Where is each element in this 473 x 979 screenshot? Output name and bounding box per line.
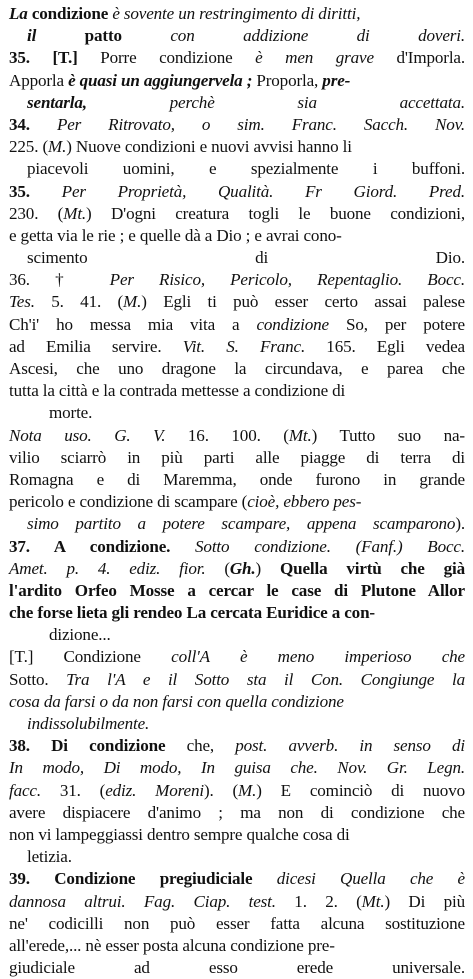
text-run: 1. 2. ( <box>294 891 362 911</box>
text-run: scimento di Dio. <box>27 248 465 268</box>
text-line <box>9 913 465 935</box>
text-line <box>9 846 465 868</box>
text-run: Mt. <box>361 891 385 911</box>
text-line <box>9 735 465 757</box>
text-run: Tes. <box>9 292 52 312</box>
text-run: l'ardito Orfeo Mosse a cercar le case di Plutone Allor <box>9 580 465 600</box>
text-line <box>9 70 465 92</box>
text-run: In modo, Di modo, In guisa che. Nov. Gr. Legn. <box>9 758 465 778</box>
text-run: cioè, ebbero pes- <box>247 492 362 512</box>
text-run: 31. ( <box>59 780 106 800</box>
text-run: d'Imporla. <box>396 48 465 68</box>
text-run: Sotto. <box>9 669 67 689</box>
text-line <box>9 780 465 802</box>
text-line <box>9 868 465 890</box>
text-run: 36. † <box>9 270 110 290</box>
text-run: 34. <box>9 114 57 134</box>
text-run: ) <box>255 558 280 578</box>
text-run: pericolo e condizione di scampare ( <box>9 492 248 512</box>
text-line <box>9 269 465 291</box>
text-run: ( <box>224 558 230 578</box>
text-line <box>9 247 465 269</box>
text-run: post. avverb. in senso di <box>235 736 465 756</box>
text-run: ) Di più <box>384 891 465 911</box>
text-run: Nota uso. G. V. <box>9 425 188 445</box>
text-line <box>9 425 465 447</box>
text-run: [T.] <box>9 647 64 667</box>
text-run: Porre condizione <box>100 48 256 68</box>
text-line <box>9 491 465 513</box>
text-run: Amet. p. 4. ediz. fior. <box>9 558 225 578</box>
text-line <box>9 891 465 913</box>
text-line <box>9 536 465 558</box>
text-line <box>9 669 465 691</box>
text-line <box>9 935 465 957</box>
text-run: 37. A condizione. <box>9 536 196 556</box>
text-run: morte. <box>49 403 93 423</box>
text-line <box>9 158 465 180</box>
text-run: dannosa altrui. Fag. Ciap. test. <box>9 891 295 911</box>
text-run: coll'A è meno imperioso che <box>171 647 465 667</box>
text-run: Mt. <box>288 425 312 445</box>
text-run: è sovente un restringimento di diritti, <box>112 4 361 23</box>
text-run: condizione <box>256 314 346 334</box>
text-run: avere dispiacere d'animo ; ma non di condizione che <box>9 802 465 822</box>
text-run: ) Egli ti può esser certo assai palese <box>141 292 465 312</box>
text-line <box>9 513 465 535</box>
text-line <box>9 757 465 779</box>
text-run: ). <box>455 514 465 534</box>
text-line <box>9 358 465 380</box>
text-run: So, per potere <box>345 314 465 334</box>
text-run: dicesi Quella che è <box>276 869 465 889</box>
text-line <box>9 447 465 469</box>
text-run: 38. Di condizione <box>9 736 187 756</box>
text-run: 16. 100. ( <box>187 425 289 445</box>
text-line <box>9 114 465 136</box>
text-line <box>9 291 465 313</box>
text-run: perchè sia accettata. <box>169 92 466 112</box>
text-line <box>9 203 465 225</box>
text-run: 225. ( <box>9 137 48 157</box>
text-run: non vi lampeggiassi dentro sempre qualche cosa di <box>9 824 350 844</box>
text-line <box>9 580 465 602</box>
text-run: ediz. Moreni <box>105 780 204 800</box>
text-run: è men grave <box>255 48 397 68</box>
text-run: 35. [T.] <box>9 48 101 68</box>
text-run: pre- <box>322 70 351 90</box>
text-line <box>9 558 465 580</box>
text-run: che forse lieta gli rendeo La cercata Euridice a con- <box>9 603 375 623</box>
text-run: che, <box>186 736 236 756</box>
text-run: Per Ritrovato, o sim. Franc. Sacch. Nov. <box>56 114 465 134</box>
text-run: letizia. <box>27 847 72 867</box>
text-line <box>9 469 465 491</box>
text-run: e getta via le rie ; e quelle dà a Dio ; e avrai cono- <box>9 225 342 245</box>
text-line <box>9 225 465 247</box>
text-run: 5. 41. ( <box>51 292 124 312</box>
text-run: ) D'ogni creatura togli le buone condizioni, <box>86 203 465 223</box>
text-run: Romagna e di Maremma, onde furono in grande <box>9 469 465 489</box>
text-run: Condizione <box>63 647 172 667</box>
text-run: 39. Condizione pregiudiciale <box>9 869 277 889</box>
text-run: Per Risico, Pericolo, Repentaglio. Bocc. <box>109 270 465 290</box>
text-run: ) Nuove condizioni e nuovi avvisi hanno li <box>66 137 352 157</box>
text-run: Apporla <box>9 70 69 90</box>
text-run: Ch'i' ho messa mia vita a <box>9 314 257 334</box>
text-run: ) E cominciò di nuovo <box>256 780 465 800</box>
text-line <box>9 314 465 336</box>
text-run: Gh. <box>229 558 256 578</box>
text-run: Proporla, <box>256 70 323 90</box>
text-run: cosa da farsi o da non farsi con quella condizione <box>9 691 344 711</box>
text-run: Per Proprietà, Qualità. Fr Giord. Pred. <box>61 181 465 201</box>
text-run: il <box>27 26 37 46</box>
text-run: all'erede,... nè esser posta alcuna condizione pre- <box>9 935 335 955</box>
text-run: M. <box>123 292 142 312</box>
text-line <box>9 25 465 47</box>
dictionary-entry-text <box>9 3 465 979</box>
text-line <box>9 181 465 203</box>
text-run: Ascesi, che uno dragone la circundava, e parea che <box>9 359 465 378</box>
text-run: ne' codicilli non può esser fatta alcuna sostituzione <box>9 913 465 933</box>
text-run: La <box>9 4 28 23</box>
text-line <box>9 92 465 114</box>
text-run: condizione <box>27 4 113 23</box>
text-run: ad Emilia servire. <box>9 336 183 356</box>
text-line <box>9 47 465 69</box>
text-run: 165. Egli vedea <box>326 336 465 356</box>
text-run: ) Tutto suo na- <box>311 425 465 445</box>
text-run: Vit. S. Franc. <box>182 336 327 356</box>
text-run: Mt. <box>63 203 87 223</box>
text-run: indissolubilmente. <box>27 714 150 733</box>
text-line <box>9 691 465 713</box>
text-line <box>9 380 465 402</box>
text-run: ). ( <box>203 780 239 800</box>
text-run: sentarla, <box>27 92 170 112</box>
text-line <box>9 336 465 358</box>
text-run: 230. ( <box>9 203 64 223</box>
text-line <box>9 602 465 624</box>
text-run: giudiciale ad esso erede universale. <box>9 958 465 978</box>
text-run: M. <box>47 137 67 157</box>
text-run: patto <box>36 26 171 46</box>
text-line <box>9 624 465 646</box>
text-line <box>9 402 465 424</box>
text-run: simo partito a potere scampare, appena scamparono <box>27 514 456 534</box>
text-run: dizione... <box>49 625 111 645</box>
text-line <box>9 824 465 846</box>
text-line <box>9 713 465 735</box>
text-run: 35. <box>9 181 62 201</box>
text-run: vilio sciarrò in più parti alle piagge di terra di <box>9 447 465 467</box>
text-line <box>9 957 465 979</box>
text-run: piacevoli uomini, e spezialmente i buffoni. <box>27 159 465 179</box>
text-run: con addizione di doveri. <box>170 26 465 46</box>
text-run: facc. <box>9 780 60 800</box>
text-run: tutta la città e la contrada mettesse a condizione di <box>9 381 346 401</box>
text-line <box>9 646 465 668</box>
text-line <box>9 3 465 25</box>
text-run: Quella virtù che già <box>279 558 465 578</box>
text-run: è quasi un aggiungervela ; <box>68 70 257 90</box>
text-run: Tra l'A e il Sotto sta il Con. Congiunge la <box>66 669 465 689</box>
text-line <box>9 136 465 158</box>
text-run: Sotto condizione. (Fanf.) Bocc. <box>195 536 465 556</box>
text-line <box>9 802 465 824</box>
text-run: M. <box>238 780 257 800</box>
